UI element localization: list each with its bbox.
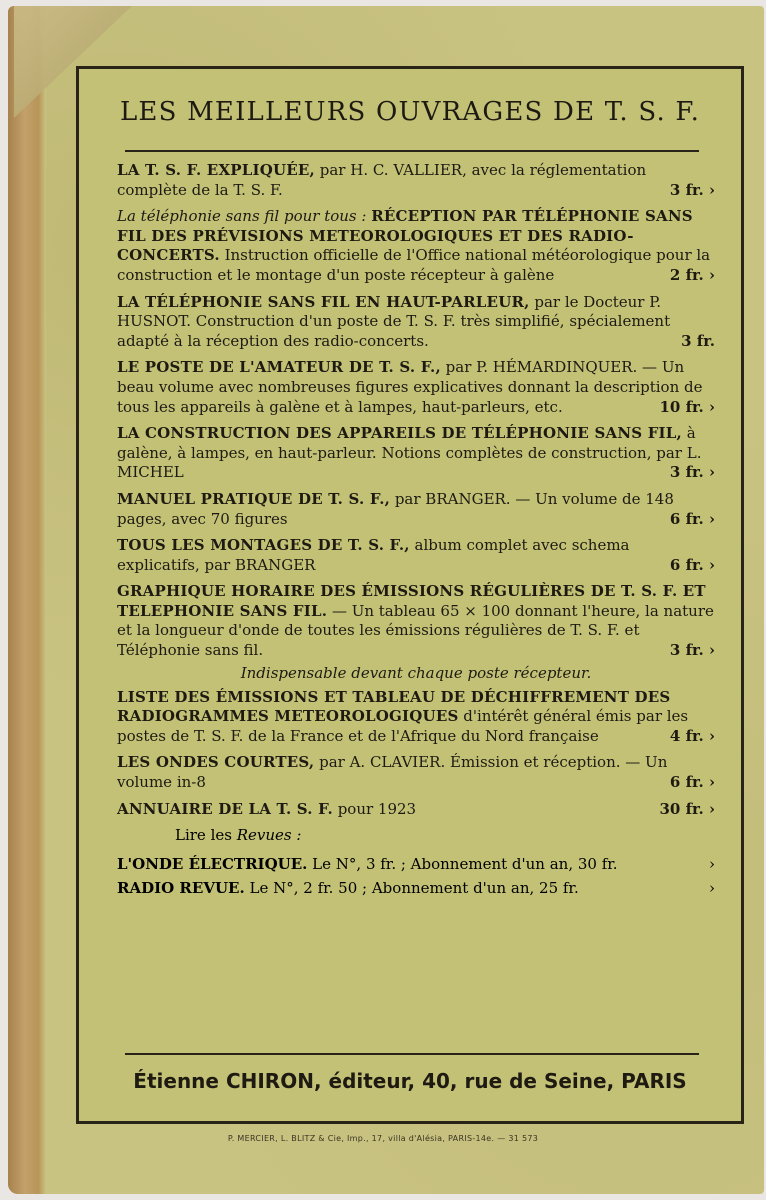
revues-label-em: Revues : <box>236 826 302 845</box>
entry-title: RÉCEPTION PAR TÉLÉPHONIE SANS FIL DES PRÉVISIONS METEOROLOGIQUES ET DES RADIO-CONCERTS. <box>117 207 693 265</box>
book-entry <box>117 358 715 417</box>
revues-label <box>117 826 715 844</box>
entry-title: ANNUAIRE DE LA T. S. F. <box>117 799 333 818</box>
bottom-rule <box>125 1053 699 1055</box>
revue-title: RADIO REVUE. <box>117 879 245 898</box>
revue-entry <box>117 876 715 900</box>
entry-price: 4 fr. › <box>669 726 715 745</box>
revue-description: Le N°, 3 fr. ; Abonnement d'un an, 30 fr. <box>312 855 618 874</box>
entry-title: MANUEL PRATIQUE DE T. S. F., <box>117 489 391 508</box>
entry-title: LA T. S. F. EXPLIQUÉE, <box>117 161 315 179</box>
book-entry <box>117 582 715 660</box>
book-entry <box>117 688 715 747</box>
revue-title: L'ONDE ÉLECTRIQUE. <box>117 855 308 874</box>
book-spine <box>8 6 46 1194</box>
revue-entry <box>117 852 715 876</box>
publisher-line: Étienne CHIRON, éditeur, 40, rue de Seine, PARIS <box>133 1069 687 1093</box>
entry-title: LES ONDES COURTES, <box>117 753 315 772</box>
entry-price: 30 fr. › <box>659 799 715 818</box>
page-title: LES MEILLEURS OUVRAGES DE T. S. F. <box>119 97 701 127</box>
entry-description: album complet avec schema explicatifs, par BRANGER <box>117 536 630 574</box>
entry-description: pour 1923 <box>337 799 417 818</box>
printer-imprint: P. MERCIER, L. BLITZ & Cie, Imp., 17, villa d'Alésia, PARIS-14e. — 31 573 <box>227 1134 539 1143</box>
book-entry <box>117 207 715 285</box>
entry-title: GRAPHIQUE HORAIRE DES ÉMISSIONS RÉGULIÈRES DE T. S. F. ET TELEPHONIE SANS FIL. <box>117 582 706 620</box>
revue-marker: › <box>709 855 715 874</box>
entry-title: LE POSTE DE L'AMATEUR DE T. S. F., <box>117 358 441 377</box>
book-entry <box>117 536 715 575</box>
entry-title: TOUS LES MONTAGES DE T. S. F., <box>117 536 410 555</box>
book-entry <box>117 753 715 792</box>
note-text: Indispensable devant chaque poste récepteur. <box>240 663 592 682</box>
book-entry <box>117 161 715 200</box>
entry-price: 2 fr. › <box>669 265 715 284</box>
entry-price: 6 fr. › <box>669 555 715 574</box>
title-rule <box>125 150 699 152</box>
entry-title: LISTE DES ÉMISSIONS ET TABLEAU DE DÉCHIFFREMENT DES RADIOGRAMMES METEOROLOGIQUES <box>117 687 671 726</box>
advertisement-frame <box>76 66 744 1124</box>
entry-description: d'intérêt général émis par les postes de T. S. F. de la France et de l'Afrique du Nord française <box>117 707 689 745</box>
entry-description: par le Docteur P. HUSNOT. Construction d'un poste de T. S. F. très simplifié, spécialement adapté à la réception des radio-concerts. <box>117 292 671 350</box>
book-entry <box>117 800 715 820</box>
revue-marker: › <box>709 879 715 898</box>
entry-description: à galène, à lampes, en haut-parleur. Notions complètes de construction, par L. MICHEL <box>117 424 702 482</box>
book-entry <box>117 490 715 529</box>
book-entry <box>117 293 715 352</box>
entry-price: 3 fr. › <box>669 463 715 482</box>
entry-price: 6 fr. › <box>669 509 715 528</box>
entry-price: 10 fr. › <box>659 397 715 416</box>
entry-description: — Un tableau 65 × 100 donnant l'heure, la nature et la longueur d'onde de toutes les émissions régulières de T. S. F. et Téléphonie sans fil. <box>117 601 714 660</box>
entry-description: par A. CLAVIER. Émission et réception. — Un volume in-8 <box>117 753 668 792</box>
book-entry <box>117 424 715 483</box>
entry-price: 6 fr. › <box>669 773 715 792</box>
entry-lead: La téléphonie sans fil pour tous : <box>117 207 367 226</box>
entry-description: par BRANGER. — Un volume de 148 pages, avec 70 figures <box>117 489 674 528</box>
book-list <box>117 161 715 900</box>
revues-label-prefix: Lire les <box>175 826 232 845</box>
revue-description: Le N°, 2 fr. 50 ; Abonnement d'un an, 25 fr. <box>249 879 579 898</box>
entry-description: par P. HÉMARDINQUER. — Un beau volume avec nombreuses figures explicatives donnant la description de tous les appareils à galène et à lampes, haut-parleurs, etc. <box>117 358 703 416</box>
entry-price: 3 fr. › <box>669 180 715 199</box>
entry-price: 3 fr. <box>681 331 715 350</box>
entry-title: LA CONSTRUCTION DES APPAREILS DE TÉLÉPHONIE SANS FIL, <box>117 424 682 443</box>
entry-description: par H. C. VALLIER, avec la réglementation complète de la T. S. F. <box>117 161 647 199</box>
entry-price: 3 fr. › <box>669 641 715 660</box>
entry-title: LA TÉLÉPHONIE SANS FIL EN HAUT-PARLEUR, <box>117 292 530 311</box>
entry-description: Instruction officielle de l'Office national météorologique pour la construction et le montage d'un poste récepteur à galène <box>117 246 711 284</box>
